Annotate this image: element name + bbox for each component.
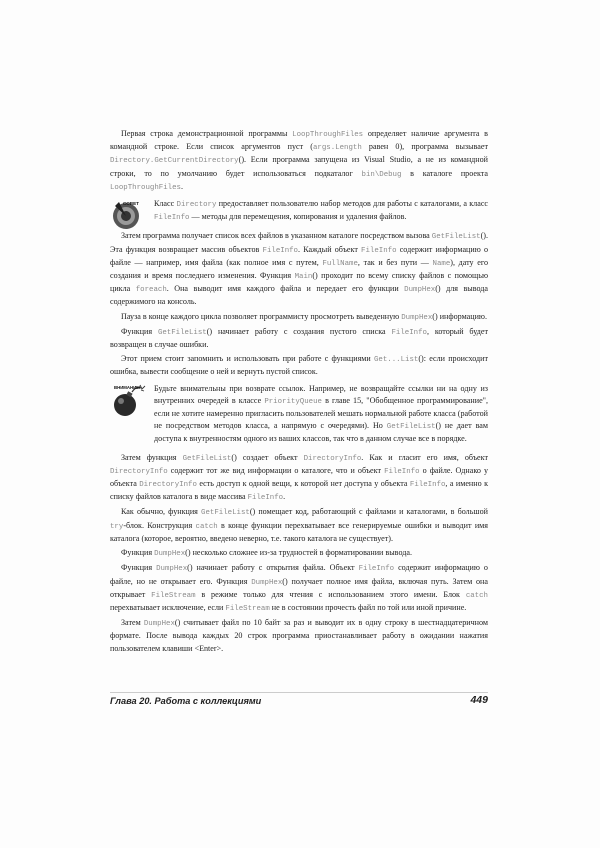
paragraph-try-block: Как обычно, функция GetFileList() помещает код, работающий с файлами и каталогами, в большой try-блок. Конструкция catch в конце функции перехватывает все генерируемые ошибки и выводит имя каталога (которое, вероятно, введено неверно, т.е. такого каталога не существует). [110,507,489,543]
paragraph-dumphex-read: Затем DumpHex() считывает файл по 10 байт за раз и выводит их в одну строку в шестнадцатеричном формате. После вывода каждых 20 строк программа приостанавливает работу в ожидании нажатия пользователем клавиши <Enter>. [110,618,488,653]
warning-note [110,383,488,446]
svg-text:СОВЕТ: СОВЕТ [123,201,139,207]
warning-note-text: Будьте внимательны при возврате ссылок. Например, не возвращайте ссылки ни на одну из внутренних очередей в классе PriorityQueue в главе 15, "Обобщенное программирование", если не хотите намеренно пригласить пользователей мешать нормальной работе класса (работой не посредством методов класса, а напрямую с очередями). Но GetFileList() не дает вам доступа к внутренностям одного из ваших классов, так что в данном случае все в порядке. [154,383,489,444]
paragraph-dumphex-intro: Функция DumpHex() несколько сложнее из-за трудностей в форматировании вывода. [121,548,412,559]
tip-note [110,198,488,224]
chapter-title: Глава 20. Работа с коллекциями [110,696,262,706]
page-body [110,128,488,657]
technical-stuff-icon [110,198,150,234]
paragraph-intro: Первая строка демонстрационной программы LoopThroughFiles определяет наличие аргумента в командной строке. Если список аргументов пуст (args.Length равен 0), программа вызывает Directory.GetCurrentDirectory(). Если программа запущена из Visual Studio, а не из командной строки, то по умолчанию будет использоваться подкаталог bin\Debug в каталоге проекта LoopThroughFiles. [110,129,489,192]
page-number: 449 [470,694,488,706]
paragraph-pause: Пауза в конце каждого цикла позволяет программисту просмотреть выведенную DumpHex() информацию. [121,311,487,322]
svg-text:ВНИМАНИЕ!: ВНИМАНИЕ! [114,384,141,390]
paragraph-empty-list: Функция GetFileList() начинает работу с создания пустого списка FileInfo, который будет возвращен в случае ошибки. [110,326,488,350]
tip-note-text: Класс Directory предоставляет пользователю набор методов для работы с каталогами, а класс FileInfo — методы для перемещения, копирования и удаления файлов. [154,199,488,223]
warning-bomb-icon [110,383,150,419]
paragraph-directoryinfo: Затем функция GetFileList() создает объект DirectoryInfo. Как и гласит его имя, объект DirectoryInfo содержит тот же вид информации о каталоге, что и объект FileInfo о файле. Однако у объекта DirectoryInfo есть доступ к одной вещи, к которой нет доступа у объекта FileInfo, а именно к списку файлов каталога в виде массива FileInfo. [110,452,489,503]
page-footer [110,692,488,709]
paragraph-tip: Этот прием стоит запомнить и использовать при работе с функциями Get...List(): если происходит ошибка, вывести сообщение о ней и вернуть пустой список. [110,354,488,377]
paragraph-getfilelist: Затем программа получает список всех файлов в указанном каталоге посредством вызова GetFileList(). Эта функция возвращает массив объектов FileInfo. Каждый объект FileInfo содержит информацию о файле — например, имя файла (как полное имя с путем, FullName, так и без пути — Name), дату его создания и время последнего изменения. Функция Main() проходит по всему списку файлов с помощью цикла foreach. Она выводит имя каждого файла и передает его функции DumpHex() для вывода содержимого на консоль. [110,231,488,307]
paragraph-dumphex-open: Функция DumpHex() начинает работу с открытия файла. Объект FileInfo содержит информацию о файле, но не открывает его. Функция DumpHex() получает полное имя файла, включая путь. Затем она открывает FileStream в режиме только для чтения с использованием этого имени. Блок catch перехватывает исключение, если FileStream не в состоянии прочесть файл по той или иной причине. [110,563,488,613]
